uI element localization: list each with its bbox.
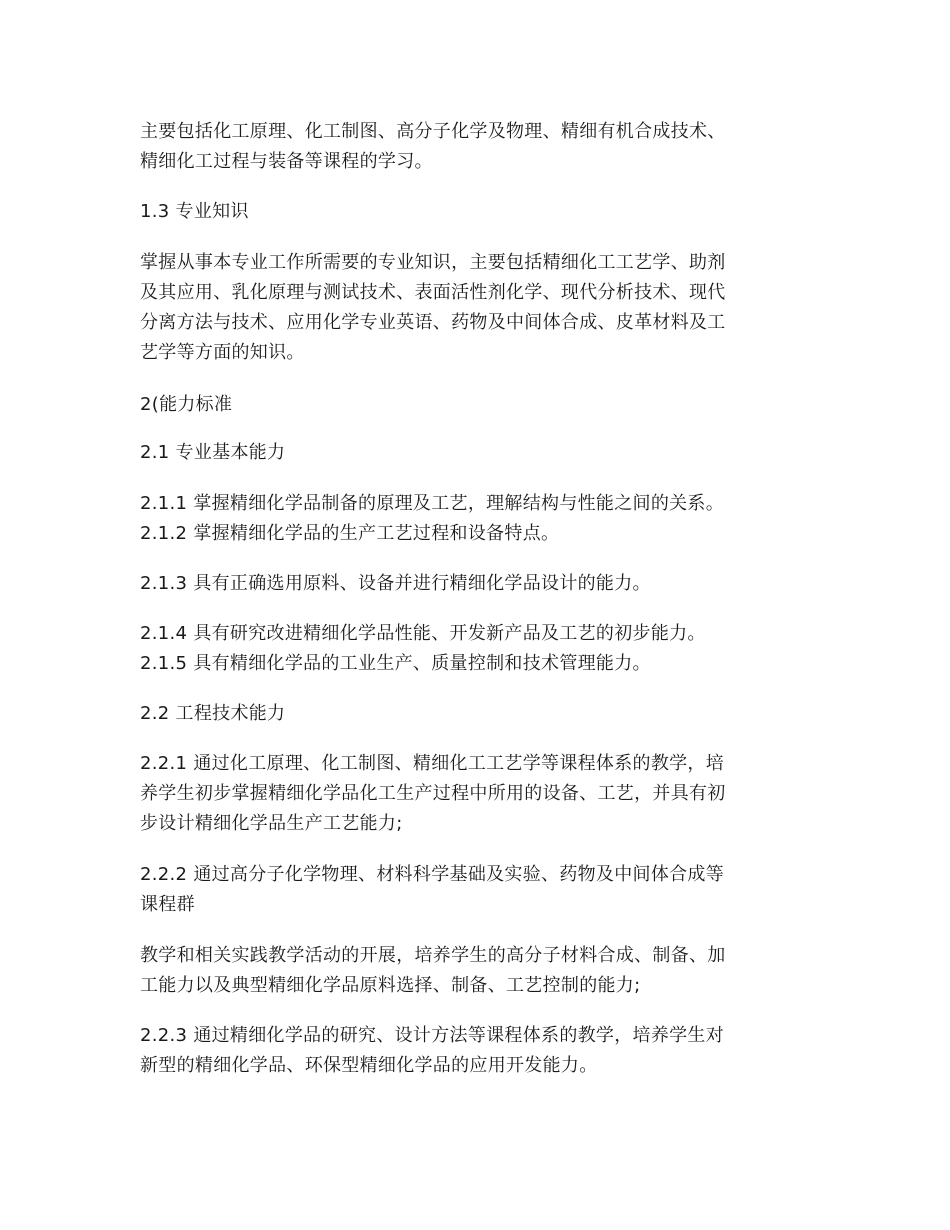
items-2-1-4-to-5	[140, 619, 820, 679]
heading-text: 2.1 专业基本能力	[140, 442, 286, 463]
heading-2-1	[140, 438, 820, 468]
list-item: 2.1.4 具有研究改进精细化学品性能、开发新产品及工艺的初步能力。	[140, 623, 706, 644]
text-line: 2.2.2 通过高分子化学物理、材料科学基础及实验、药物及中间体合成等	[140, 864, 725, 885]
text-line: 掌握从事本专业工作所需要的专业知识，主要包括精细化工工艺学、助剂	[140, 252, 726, 273]
text-line: 新型的精细化学品、环保型精细化学品的应用开发能力。	[140, 1055, 598, 1076]
heading-2-2	[140, 699, 820, 729]
item-2-2-3	[140, 1021, 820, 1081]
text-line: 主要包括化工原理、化工制图、高分子化学及物理、精细有机合成技术、	[140, 121, 726, 142]
heading-text: 1.3 专业知识	[140, 201, 249, 222]
text-line: 步设计精细化学品生产工艺能力;	[140, 813, 403, 834]
heading-text: 2(能力标准	[140, 394, 233, 415]
list-item: 2.1.1 掌握精细化学品制备的原理及工艺，理解结构与性能之间的关系。	[140, 493, 725, 514]
list-item: 2.1.3 具有正确选用原料、设备并进行精细化学品设计的能力。	[140, 573, 651, 594]
items-2-1-1-to-2	[140, 489, 820, 549]
paragraph-course-list	[140, 117, 820, 177]
heading-2	[140, 390, 820, 420]
text-line: 艺学等方面的知识。	[140, 342, 305, 363]
text-line: 分离方法与技术、应用化学专业英语、药物及中间体合成、皮革材料及工	[140, 312, 726, 333]
item-2-1-3	[140, 569, 820, 599]
text-line: 精细化工过程与装备等课程的学习。	[140, 151, 433, 172]
heading-1-3	[140, 197, 820, 227]
text-line: 养学生初步掌握精细化学品化工生产过程中所用的设备、工艺，并具有初	[140, 783, 726, 804]
text-line: 2.2.1 通过化工原理、化工制图、精细化工工艺学等课程体系的教学，培	[140, 753, 725, 774]
item-2-2-2	[140, 860, 820, 920]
list-item: 2.1.5 具有精细化学品的工业生产、质量控制和技术管理能力。	[140, 653, 651, 674]
heading-text: 2.2 工程技术能力	[140, 703, 286, 724]
paragraph-teaching	[140, 941, 820, 1001]
text-line: 教学和相关实践教学活动的开展，培养学生的高分子材料合成、制备、加	[140, 945, 726, 966]
paragraph-professional-knowledge	[140, 248, 820, 368]
text-line: 工能力以及典型精细化学品原料选择、制备、工艺控制的能力;	[140, 975, 641, 996]
item-2-2-1	[140, 749, 820, 839]
text-line: 2.2.3 通过精细化学品的研究、设计方法等课程体系的教学，培养学生对	[140, 1025, 725, 1046]
text-line: 课程群	[140, 894, 195, 915]
text-line: 及其应用、乳化原理与测试技术、表面活性剂化学、现代分析技术、现代	[140, 282, 726, 303]
list-item: 2.1.2 掌握精细化学品的生产工艺过程和设备特点。	[140, 523, 560, 544]
